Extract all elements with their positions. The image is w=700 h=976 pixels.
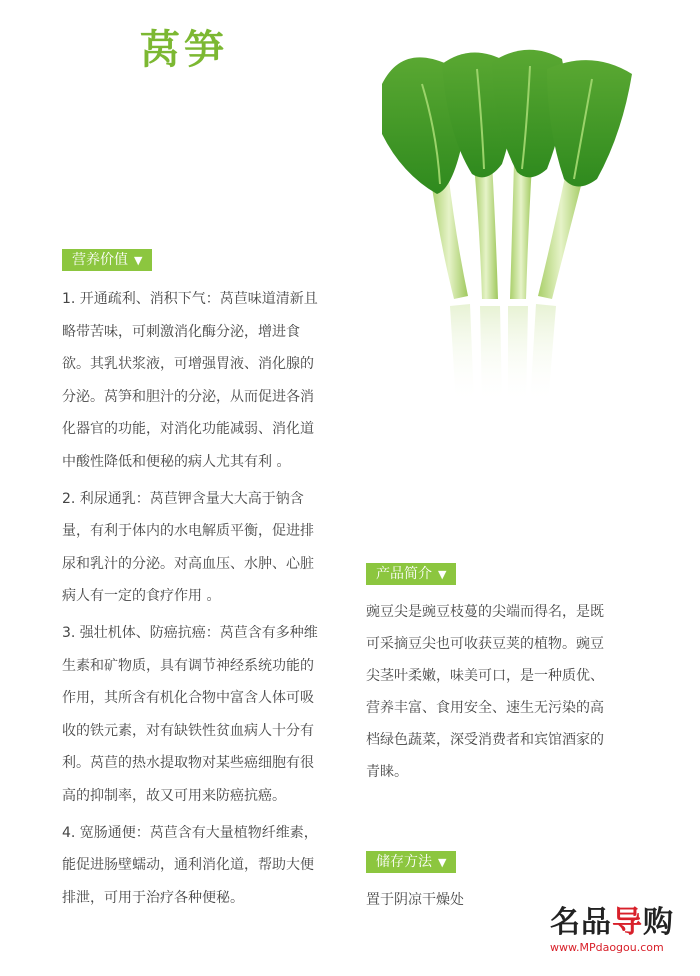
lettuce-stems-image	[352, 44, 652, 424]
intro-text: 豌豆尖是豌豆枝蔓的尖端而得名，是既可采摘豆尖也可收获豆荚的植物。豌豆尖茎叶柔嫩，味美可口，是一种质优、营养丰富、食用安全、速生无污染的高档绿色蔬菜，深受消费者和宾馆酒家的青睐。	[366, 604, 604, 780]
intro-heading	[366, 563, 456, 585]
nutrition-paragraph: 1. 开通疏利、消积下气：莴苣味道清新且略带苦味，可刺激消化酶分泌，增进食欲。其乳状浆液，可增强胃液、消化腺的分泌。莴笋和胆汁的分泌，从而促进各消化器官的功能，对消化功能减弱、消化道中酸性降低和便秘的病人尤其有利 。	[62, 291, 318, 470]
triangle-down-icon: ▼	[438, 568, 447, 581]
intro-body	[366, 596, 606, 788]
nutrition-paragraph: 2. 利尿通乳：莴苣钾含量大大高于钠含量，有利于体内的水电解质平衡，促进排尿和乳汁的分泌。对高血压、水肿、心脏病人有一定的食疗作用 。	[62, 490, 314, 605]
page-title: 莴笋	[140, 27, 228, 73]
watermark-logo: 名品导购	[550, 905, 674, 940]
storage-heading	[366, 851, 456, 873]
site-watermark	[550, 905, 690, 967]
triangle-down-icon: ▼	[438, 856, 447, 869]
watermark-url: www.MPdaogou.com	[550, 941, 664, 954]
nutrition-body	[62, 283, 320, 918]
nutrition-heading-label: 营养价值	[72, 252, 128, 268]
storage-heading-label: 储存方法	[376, 854, 432, 870]
storage-text: 置于阴凉干燥处	[366, 892, 464, 908]
nutrition-paragraph: 3. 强壮机体、防癌抗癌：莴苣含有多种维生素和矿物质，具有调节神经系统功能的作用，其所含有机化合物中富含人体可吸收的铁元素，对有缺铁性贫血病人十分有利。莴苣的热水提取物对某些癌细胞有很高的抑制率，故又可用来防癌抗癌。	[62, 624, 318, 804]
nutrition-paragraph: 4. 宽肠通便：莴苣含有大量植物纤维素，能促进肠壁蠕动，通利消化道，帮助大便排泄，可用于治疗各种便秘。	[62, 824, 318, 906]
nutrition-heading	[62, 249, 152, 271]
intro-heading-label: 产品简介	[376, 566, 432, 582]
triangle-down-icon: ▼	[134, 254, 143, 267]
